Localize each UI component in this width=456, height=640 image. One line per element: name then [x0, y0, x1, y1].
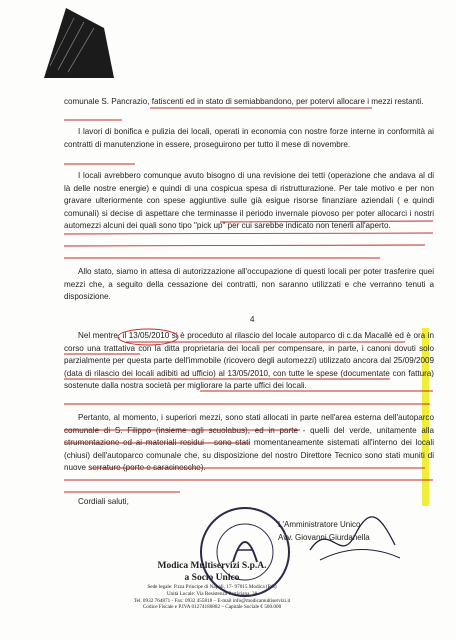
footer-line: Sede legale: P.zza Principe di Napoli, 17- 97015 Modica (RG)	[147, 584, 277, 590]
paragraph-4	[64, 266, 434, 304]
footer-subtitle: a Socio Unico	[184, 573, 240, 583]
closing-text: Cordiali saluti,	[78, 497, 129, 506]
paragraph-2	[64, 126, 434, 151]
paragraph-3	[64, 170, 434, 233]
letterhead-footer	[92, 560, 332, 611]
footer-line: Tel. 0932 764871 - Fax: 0932 455818 – E-mail info@modicamultiservizi.it	[133, 597, 291, 604]
page-number: 4	[250, 315, 255, 324]
paragraph-1-text: comunale S. Pancrazio, fatiscenti ed in stato di semiabbandono, per potervi allocare i mezzi restanti.	[64, 97, 424, 106]
paragraph-1	[64, 96, 434, 109]
paragraph-2-text: I lavori di bonifica e pulizia dei locali, operati in economia con nostre forze interne in conformità ai contratti di manutenzione in essere, proseguirono per tutto il mese di novembre.	[64, 127, 434, 149]
paragraph-5-text: Nel mentre, il 13/05/2010 si è proceduto al rilascio del locale autoparco di c.da Macallè ed è ora in corso una trattativa con la ditta proprietaria dei locali per compensare, in parte, i canoni dovuti solo parzialmente per questa parte dell'immobile (ricovero degli automezzi) utilizzato ancora dal 25/09/2009 (data di rilascio dei locali adibiti ad ufficio) al 13/05/2010, con tutte le spese (documentate con fattura) sostenute dalla nostra società per migliorare la parte uffici dei locali.	[64, 331, 434, 391]
footer-line: Codice Fiscale e P.IVA 01274180882 – Capitale Sociale € 500.000	[142, 604, 282, 611]
paragraph-6-text: Pertanto, al momento, i superiori mezzi, sono stati allocati in parte nell'area esterna dell'autoparco comunale di S. Filippo (insieme agli scuolabus), ed in parte - quelli del verde, unitamente alla strumentazione ed ai materiali residui - sono stati momentaneamente sistemati all'interno dei locali (chiusi) dell'autoparco comunale che, su disposizione del nostro Direttore Tecnico sono stati muniti di nuove serrature (porte e saracinesche).	[64, 413, 434, 473]
signatory-name: Avv. Giovanni Giurdanella	[278, 533, 370, 542]
footer-company: Modica Multiservizi S.p.A.	[157, 561, 267, 571]
paragraph-4-text: Allo stato, siamo in attesa di autorizzazione all'occupazione di questi locali per poter trasferire quei mezzi che, a seguito della cessazione dei contratti, non saranno utilizzati e che verranno tenuti a disposizione.	[64, 267, 434, 302]
footer-line: Unità Locale: Via Resistenza Partigiana, 38	[166, 590, 258, 597]
logo-corner-icon	[44, 8, 114, 78]
signature-block	[278, 518, 370, 544]
paragraph-5	[64, 330, 434, 393]
paragraph-3-text: I locali avrebbero comunque avuto bisogno di una revisione dei tetti (operazione che andava al di là delle nostre energie) e quindi di una cospicua spesa di ristrutturazione. Per tale motivo e per non gravare ulteriormente con spese aggiuntive sulle già esigue risorse finanziare aziendali ( e quindi comunali) si decise di aspettare che terminasse il periodo invernale piovoso per poter allocarci i nostri automezzi alcuni dei quali sono tipo "pick up" per cui sarebbe indicato non tenerli all'aperto.	[64, 171, 434, 231]
paragraph-6	[64, 412, 434, 475]
signatory-title: L'Amministratore Unico	[278, 520, 361, 529]
